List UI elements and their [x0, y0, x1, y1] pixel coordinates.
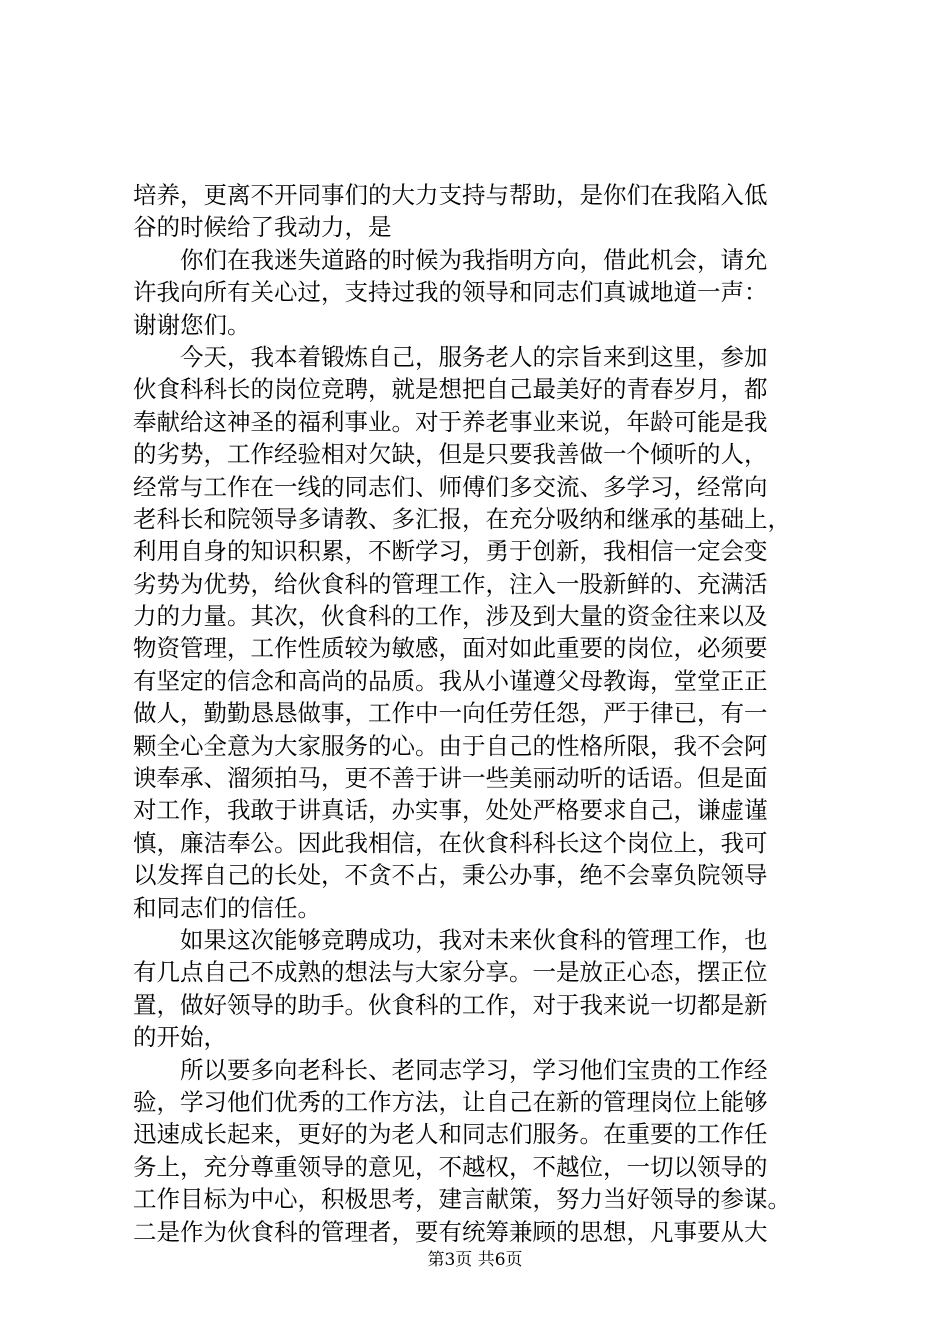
text-line: 的劣势，工作经验相对欠缺，但是只要我善做一个倾听的人， [133, 440, 768, 469]
text-line: 置，做好领导的助手。伙食科的工作，对于我来说一切都是新 [133, 990, 768, 1019]
text-line: 对工作，我敢于讲真话，办实事，处处严格要求自己，谦虚谨 [133, 796, 768, 825]
text-line: 做人，勤勤恳恳做事，工作中一向任劳任怨，严于律已，有一 [133, 699, 768, 728]
text-line: 迅速成长起来，更好的为老人和同志们服务。在重要的工作任 [133, 1120, 768, 1149]
text-line: 慎，廉洁奉公。因此我相信，在伙食科科长这个岗位上，我可 [133, 828, 768, 857]
text-line: 谷的时候给了我动力，是 [133, 213, 392, 242]
text-line: 老科长和院领导多请教、多汇报，在充分吸纳和继承的基础上， [133, 504, 791, 533]
text-line: 二是作为伙食科的管理者，要有统筹兼顾的思想，凡事要从大 [133, 1217, 768, 1246]
text-line: 务上，充分尊重领导的意见，不越权，不越位，一切以领导的 [133, 1152, 768, 1181]
body-text [133, 179, 833, 1248]
text-line: 奉献给这神圣的福利事业。对于养老事业来说，年龄可能是我 [133, 407, 768, 436]
text-line: 物资管理，工作性质较为敏感，面对如此重要的岗位，必须要 [133, 634, 768, 663]
text-line: 有坚定的信念和高尚的品质。我从小谨遵父母教诲，堂堂正正 [133, 666, 768, 695]
text-line: 验，学习他们优秀的工作方法，让自己在新的管理岗位上能够 [133, 1087, 768, 1116]
text-line: 今天，我本着锻炼自己，服务老人的宗旨来到这里，参加 [180, 342, 768, 371]
text-line: 以发挥自己的长处，不贪不占，秉公办事，绝不会辜负院领导 [133, 861, 768, 890]
text-line: 力的力量。其次，伙食科的工作，涉及到大量的资金往来以及 [133, 602, 768, 631]
text-line: 伙食科科长的岗位竞聘，就是想把自己最美好的青春岁月，都 [133, 375, 768, 404]
text-line: 劣势为优势，给伙食科的管理工作，注入一股新鲜的、充满活 [133, 569, 768, 598]
text-line: 许我向所有关心过，支持过我的领导和同志们真诚地道一声： [133, 278, 768, 307]
text-line: 有几点自己不成熟的想法与大家分享。一是放正心态，摆正位 [133, 958, 768, 987]
text-line: 利用自身的知识积累，不断学习，勇于创新，我相信一定会变 [133, 537, 768, 566]
text-line: 如果这次能够竞聘成功，我对未来伙食科的管理工作，也 [180, 925, 768, 954]
text-line: 的开始， [133, 1023, 227, 1052]
text-line: 和同志们的信任。 [133, 893, 321, 922]
text-line: 经常与工作在一线的同志们、师傅们多交流、多学习，经常向 [133, 472, 768, 501]
text-line: 你们在我迷失道路的时候为我指明方向，借此机会，请允 [180, 245, 768, 274]
text-line: 工作目标为中心，积极思考，建言献策，努力当好领导的参谋。 [133, 1185, 791, 1214]
text-line: 培养，更离不开同事们的大力支持与帮助，是你们在我陷入低 [133, 181, 768, 209]
text-line: 谢谢您们。 [133, 310, 251, 339]
text-line: 颗全心全意为大家服务的心。由于自己的性格所限，我不会阿 [133, 731, 768, 760]
page-footer: 第3页 共6页 [427, 1250, 523, 1270]
text-line: 所以要多向老科长、老同志学习，学习他们宝贵的工作经 [180, 1055, 768, 1084]
text-line: 谀奉承、溜须拍马，更不善于讲一些美丽动听的话语。但是面 [133, 764, 768, 793]
